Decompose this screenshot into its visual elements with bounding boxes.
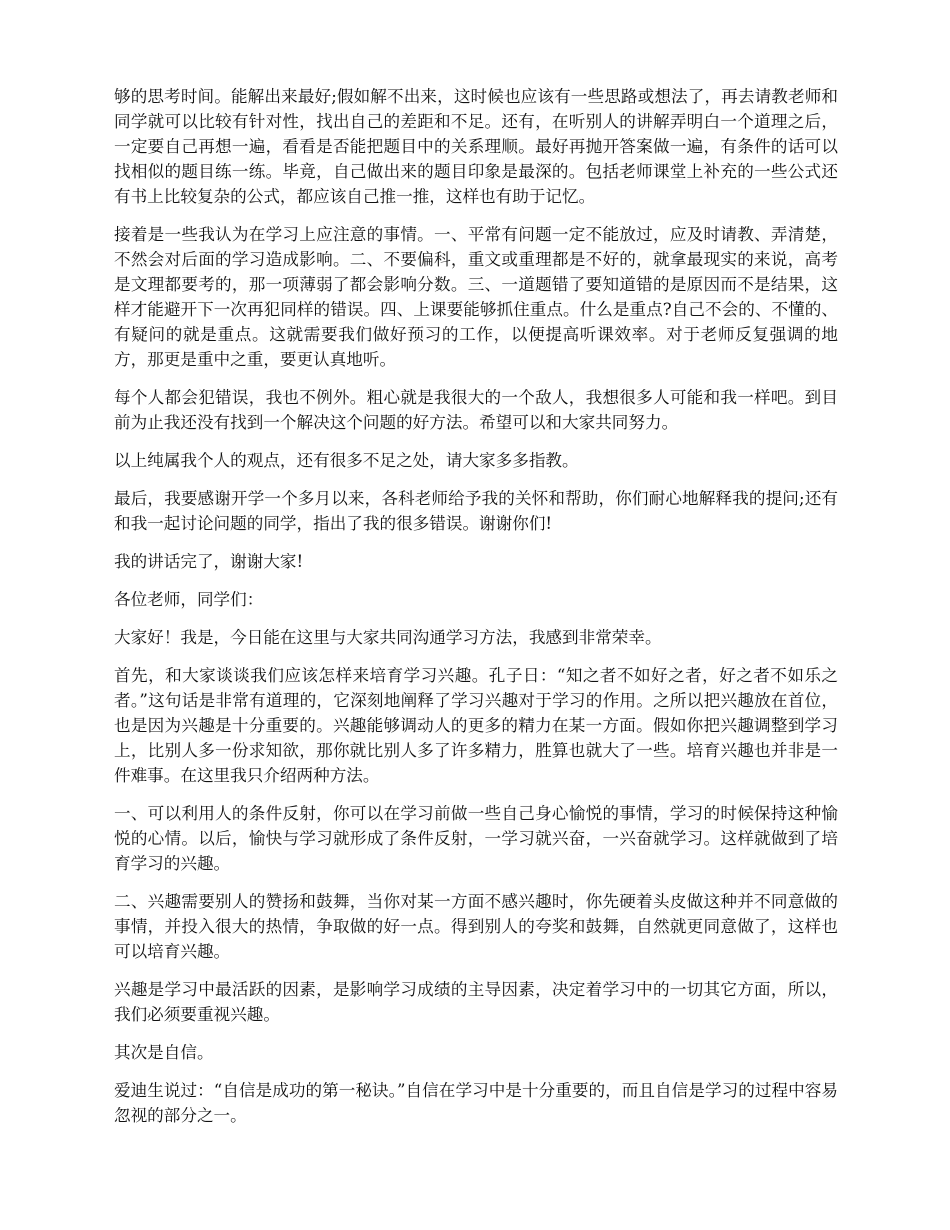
paragraph: 以上纯属我个人的观点，还有很多不足之处，请大家多多指教。 [114,451,579,470]
paragraph: 一、可以利用人的条件反射，你可以在学习前做一些自己身心愉悦的事情，学习的时候保持这种愉悦的心情。以后，愉快与学习就形成了条件反射，一学习就兴奋，一兴奋就学习。这样就做到了培育学习的兴趣。 [114,804,838,873]
paragraph: 爱迪生说过：“自信是成功的第一秘诀。”自信在学习中是十分重要的，而且自信是学习的过程中容易忽视的部分之一。 [114,1081,838,1125]
paragraph: 我的讲话完了，谢谢大家! [114,552,304,571]
paragraph: 接着是一些我认为在学习上应注意的事情。一、平常有问题一定不能放过，应及时请教、弄清楚，不然会对后面的学习造成影响。二、不要偏科，重文或重理都是不好的，就拿最现实的来说，高考是文理都要考的，那一项薄弱了都会影响分数。三、一道题错了要知道错的是原因而不是结果，这样才能避开下一次再犯同样的错误。四、上课要能够抓住重点。什么是重点?自己不会的、不懂的、有疑问的就是重点。这就需要我们做好预习的工作，以便提高听课效率。对于老师反复强调的地方，那更是重中之重，要更认真地听。 [114,225,838,369]
paragraph: 每个人都会犯错误，我也不例外。粗心就是我很大的一个敌人，我想很多人可能和我一样吧。到目前为止我还没有找到一个解决这个问题的好方法。希望可以和大家共同努力。 [114,388,838,432]
paragraph: 最后，我要感谢开学一个多月以来，各科老师给予我的关怀和帮助，你们耐心地解释我的提问;还有和我一起讨论问题的同学，指出了我的很多错误。谢谢你们! [114,489,838,533]
document-page [114,84,838,1141]
paragraph: 各位老师，同学们： [114,590,264,609]
paragraph: 二、兴趣需要别人的赞扬和鼓舞，当你对某一方面不感兴趣时，你先硬着头皮做这种并不同意做的事情，并投入很大的热情，争取做的好一点。得到别人的夸奖和鼓舞，自然就更同意做了，这样也可以培育兴趣。 [114,892,838,961]
paragraph: 其次是自信。 [114,1043,214,1062]
paragraph: 首先，和大家谈谈我们应该怎样来培育学习兴趣。孔子日：“知之者不如好之者，好之者不如乐之者。”这句话是非常有道理的，它深刻地阐释了学习兴趣对于学习的作用。之所以把兴趣放在首位，也是因为兴趣是十分重要的。兴趣能够调动人的更多的精力在某一方面。假如你把兴趣调整到学习上，比别人多一份求知欲，那你就比别人多了许多精力，胜算也就大了一些。培育兴趣也并非是一件难事。在这里我只介绍两种方法。 [114,666,838,785]
paragraph: 大家好！我是，今日能在这里与大家共同沟通学习方法，我感到非常荣幸。 [114,628,662,647]
paragraph: 够的思考时间。能解出来最好;假如解不出来，这时候也应该有一些思路或想法了，再去请教老师和同学就可以比较有针对性，找出自己的差距和不足。还有，在听别人的讲解弄明白一个道理之后，一定要自己再想一遍，看看是否能把题目中的关系理顺。最好再抛开答案做一遍，有条件的话可以找相似的题目练一练。毕竟，自己做出来的题目印象是最深的。包括老师课堂上补充的一些公式还有书上比较复杂的公式，都应该自己推一推，这样也有助于记忆。 [114,87,838,206]
paragraph: 兴趣是学习中最活跃的因素，是影响学习成绩的主导因素，决定着学习中的一切其它方面，所以，我们必须要重视兴趣。 [114,980,838,1024]
